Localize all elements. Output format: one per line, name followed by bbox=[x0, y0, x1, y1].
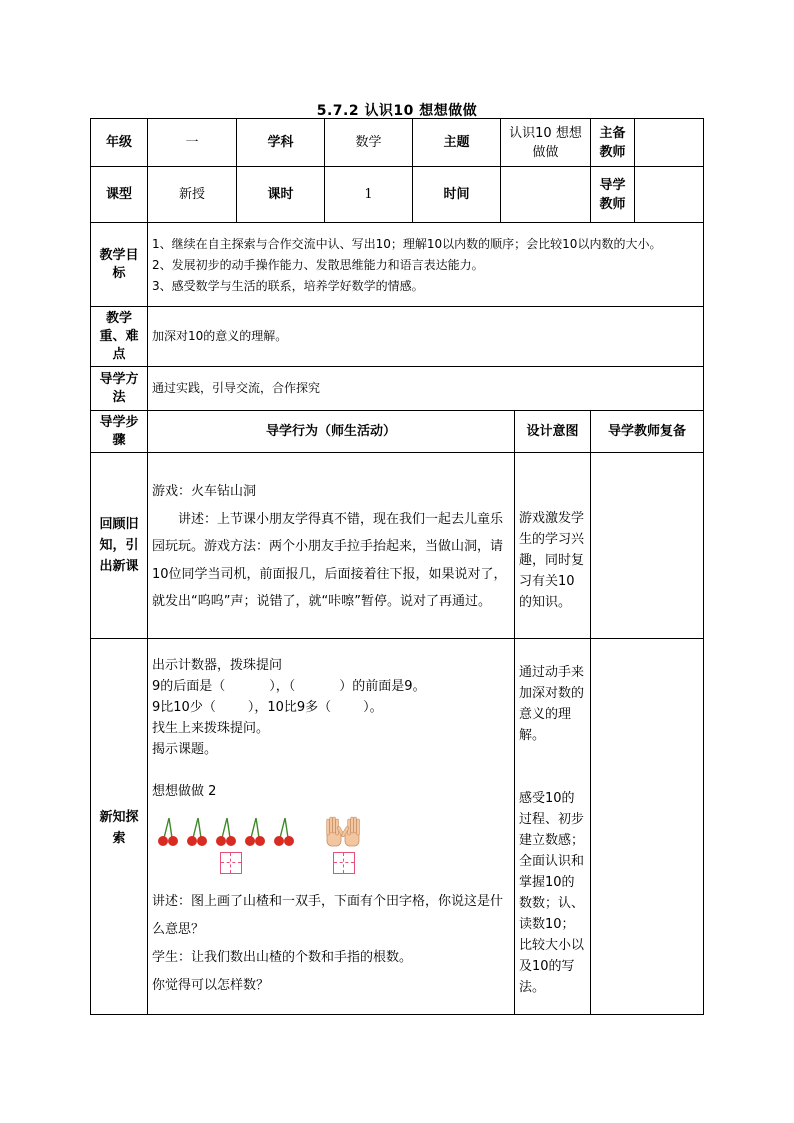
explore-line: 出示计数器，拨珠提问 bbox=[152, 658, 283, 673]
review-content bbox=[148, 453, 515, 639]
finger bbox=[327, 819, 330, 835]
explore-content bbox=[148, 639, 515, 1015]
hawthorn-hands-illustration bbox=[152, 810, 372, 882]
prep-teacher-label: 主备教师 bbox=[591, 119, 635, 167]
header-row-2 bbox=[91, 167, 704, 223]
method-label: 导学方法 bbox=[99, 371, 139, 405]
col-review-header: 导学教师复备 bbox=[591, 411, 704, 453]
review-section-row bbox=[91, 453, 704, 639]
hawthorn-fruit bbox=[187, 836, 197, 846]
illustration-svg bbox=[152, 810, 372, 852]
hawthorn-fruit bbox=[168, 836, 178, 846]
method-text: 通过实践，引导交流，合作探究 bbox=[152, 381, 321, 395]
lesson-plan-table bbox=[90, 118, 704, 1015]
hawthorn-stem bbox=[251, 818, 259, 838]
hawthorn-stem bbox=[193, 818, 201, 838]
finger bbox=[351, 817, 354, 833]
time-label: 时间 bbox=[413, 167, 501, 223]
hawthorn-stem bbox=[222, 818, 230, 838]
right-hand-icon bbox=[341, 817, 359, 846]
goal-item: 1、继续在自主探索与合作交流中认、写出10；理解10以内数的顺序；会比较10以内数的大小。 bbox=[152, 237, 662, 251]
finger bbox=[354, 817, 357, 833]
hawthorn-fruit bbox=[216, 836, 226, 846]
key-points-content bbox=[148, 307, 704, 367]
key-points-label-cell bbox=[91, 307, 148, 367]
review-design: 游戏激发学生的学习兴趣，同时复习有关10的知识。 bbox=[515, 453, 591, 639]
explore-label: 新知探索 bbox=[99, 810, 139, 846]
hawthorn-fruit bbox=[245, 836, 255, 846]
hawthorn-fruit bbox=[284, 836, 294, 846]
method-content bbox=[148, 367, 704, 411]
goals-label-cell bbox=[91, 223, 148, 307]
review-label: 回顾旧知，引出新课 bbox=[99, 517, 139, 574]
steps-label-cell bbox=[91, 411, 148, 453]
finger bbox=[333, 817, 336, 833]
goal-item: 2、发展初步的动手操作能力、发散思维能力和语言表达能力。 bbox=[152, 258, 484, 272]
type-label: 课型 bbox=[91, 167, 148, 223]
goals-label: 教学目标 bbox=[99, 247, 139, 281]
goals-content bbox=[148, 223, 704, 307]
topic-label: 主题 bbox=[413, 119, 501, 167]
explore-line: 找生上来拨珠提问。 bbox=[152, 721, 270, 736]
hawthorn-fruit bbox=[197, 836, 207, 846]
type-value: 新授 bbox=[148, 167, 237, 223]
explore-line: 9的后面是（ ），（ ）的前面是9。 bbox=[152, 679, 426, 694]
tian-grid-fingers bbox=[333, 852, 355, 874]
hawthorn-fruit bbox=[255, 836, 265, 846]
left-hand-icon bbox=[327, 817, 345, 846]
grade-label: 年级 bbox=[91, 119, 148, 167]
explore-line: 9比10少（ ），10比9多（ ）。 bbox=[152, 700, 383, 715]
subject-value: 数学 bbox=[325, 119, 413, 167]
hawthorn-stem bbox=[164, 818, 172, 838]
finger bbox=[357, 819, 360, 835]
review-line: 游戏：火车钻山洞 bbox=[152, 484, 257, 500]
steps-label: 导学步骤 bbox=[99, 414, 139, 448]
hawthorn-fruit bbox=[274, 836, 284, 846]
prep-teacher-value bbox=[635, 119, 704, 167]
subject-label: 学科 bbox=[237, 119, 325, 167]
key-points-label: 教学重、难点 bbox=[99, 310, 139, 362]
key-points-row bbox=[91, 307, 704, 367]
guide-teacher-label: 导学教师 bbox=[591, 167, 635, 223]
hours-label: 课时 bbox=[237, 167, 325, 223]
explore-line: 揭示课题。 bbox=[152, 742, 218, 757]
review-label-cell bbox=[91, 453, 148, 639]
hawthorn-fruit bbox=[158, 836, 168, 846]
method-row bbox=[91, 367, 704, 411]
explore-design-cell bbox=[515, 639, 591, 1015]
explore-line: 你觉得可以怎样数？ bbox=[152, 978, 270, 993]
guide-teacher-value bbox=[635, 167, 704, 223]
goal-item: 3、感受数学与生活的联系，培养学好数学的情感。 bbox=[152, 279, 424, 293]
key-points-text: 加深对10的意义的理解。 bbox=[152, 329, 288, 343]
explore-line: 想想做做 2 bbox=[152, 784, 217, 799]
explore-design-2: 感受10的过程、初步建立数感；全面认识和掌握10的数数；认、读数10；比较大小以及10的写法。 bbox=[519, 790, 585, 995]
time-value bbox=[501, 167, 591, 223]
hawthorn-stem bbox=[280, 818, 288, 838]
topic-value: 认识10 想想做做 bbox=[501, 119, 591, 167]
goals-row bbox=[91, 223, 704, 307]
method-label-cell bbox=[91, 367, 148, 411]
explore-review-cell bbox=[591, 639, 704, 1015]
col-design-header: 设计意图 bbox=[515, 411, 591, 453]
steps-header-row bbox=[91, 411, 704, 453]
grade-value: 一 bbox=[148, 119, 237, 167]
hawthorn-fruit bbox=[226, 836, 236, 846]
header-row-1 bbox=[91, 119, 704, 167]
explore-label-cell bbox=[91, 639, 148, 1015]
explore-design-1: 通过动手来加深对数的意义的理解。 bbox=[519, 664, 585, 743]
tian-grid-hawthorn bbox=[220, 852, 242, 874]
explore-line: 讲述：图上画了山楂和一双手，下面有个田字格，你说这是什么意思？ bbox=[152, 894, 504, 937]
explore-section-row bbox=[91, 639, 704, 1015]
finger bbox=[330, 817, 333, 833]
col-activity-header: 导学行为（师生活动） bbox=[148, 411, 515, 453]
hours-value: 1 bbox=[325, 167, 413, 223]
review-line: 讲述：上节课小朋友学得真不错，现在我们一起去儿童乐园玩玩。游戏方法：两个小朋友手拉手抬起来，当做山洞，请10位同学当司机，前面报几，后面接着往下报，如果说对了，就发出“呜呜”声；说错了，就“咔嚓”暂停。说对了再通过。 bbox=[152, 511, 507, 610]
page-title: 5.7.2 认识10 想想做做 bbox=[316, 103, 478, 119]
review-review-cell bbox=[591, 453, 704, 639]
explore-line: 学生：让我们数出山楂的个数和手指的根数。 bbox=[152, 950, 413, 965]
